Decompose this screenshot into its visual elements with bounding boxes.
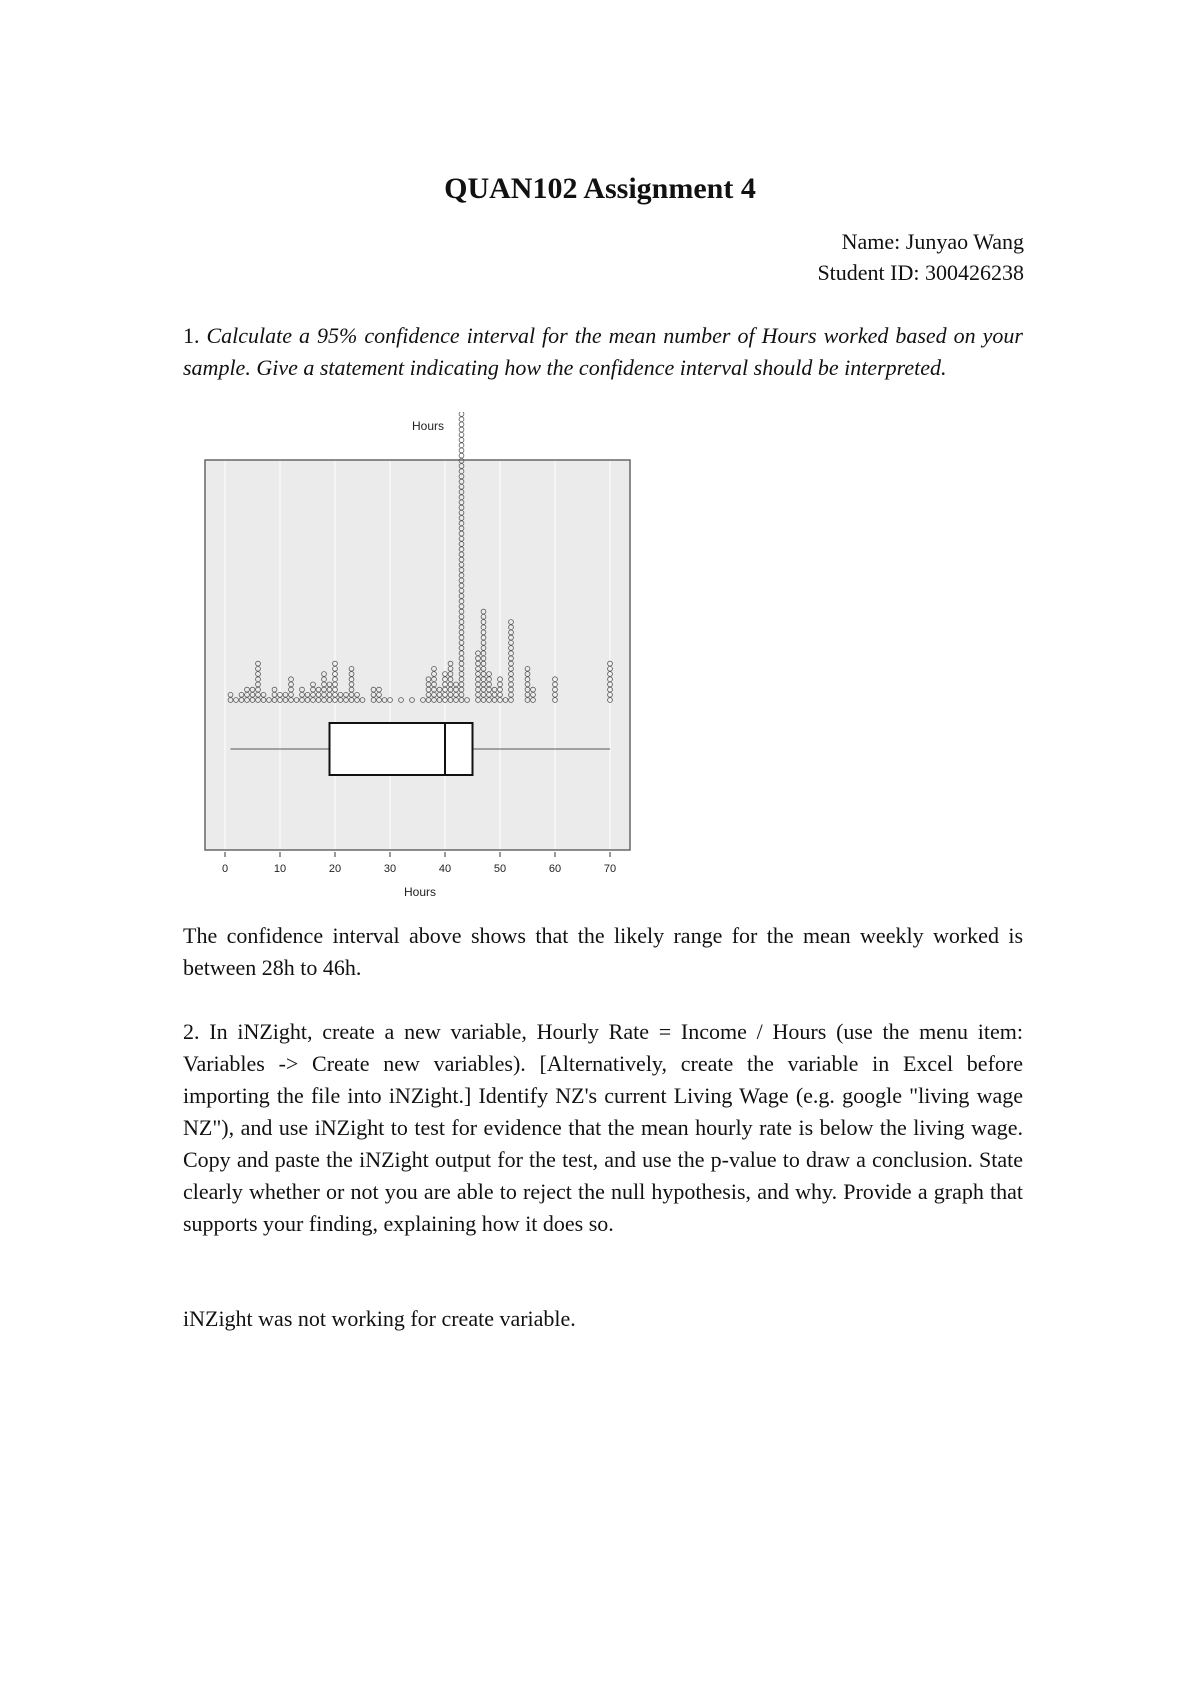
dot bbox=[459, 448, 464, 453]
dot bbox=[459, 453, 464, 458]
question-1-prompt: Calculate a 95% confidence interval for the mean number of Hours worked based on your sample. Give a statement indicating how the confidence interval should be interpreted. bbox=[183, 323, 1023, 380]
student-id: Student ID: 300426238 bbox=[817, 260, 1024, 285]
hours-chart bbox=[190, 412, 660, 912]
x-tick-label-20: 20 bbox=[328, 863, 342, 875]
dot bbox=[459, 417, 464, 422]
question-2: 2. In iNZight, create a new variable, Hourly Rate = Income / Hours (use the menu item: Variables -> Create new variables). [Alternatively, create the variable in Excel before importing the file into iNZight.] Identify NZ's current Living Wage (e.g. google "living wage NZ"), and use iNZight to test for evidence that the mean hourly rate is below the living wage. Copy and paste the iNZight output for the test, and use the p-value to draw a conclusion. State clearly whether or not you are able to reject the null hypothesis, and why. Provide a graph that supports your finding, explaining how it does so. bbox=[183, 1019, 1023, 1236]
dot bbox=[459, 432, 464, 437]
question-1-number: 1. bbox=[183, 323, 200, 348]
dot bbox=[459, 412, 464, 416]
x-tick-label-10: 10 bbox=[273, 863, 287, 875]
question-1 bbox=[183, 320, 1023, 384]
plot-area bbox=[205, 460, 630, 850]
x-tick-label-60: 60 bbox=[548, 863, 562, 875]
x-tick-label-70: 70 bbox=[603, 863, 617, 875]
x-tick-label-50: 50 bbox=[493, 863, 507, 875]
answer-2: iNZight was not working for create variable. bbox=[183, 1306, 576, 1331]
dot bbox=[459, 422, 464, 427]
x-axis bbox=[222, 852, 616, 875]
document-title: QUAN102 Assignment 4 bbox=[444, 172, 756, 205]
answer-1: The confidence interval above shows that the likely range for the mean weekly worked is between 28h to 46h. bbox=[183, 923, 1023, 980]
x-tick-label-40: 40 bbox=[438, 863, 452, 875]
iqr-box bbox=[330, 723, 473, 775]
student-name: Name: Junyao Wang bbox=[841, 229, 1024, 254]
dot bbox=[459, 438, 464, 443]
chart-title: Hours bbox=[411, 419, 445, 433]
x-axis-label: Hours bbox=[403, 885, 437, 899]
dot bbox=[459, 427, 464, 432]
x-tick-label-0: 0 bbox=[221, 863, 229, 875]
x-tick-label-30: 30 bbox=[383, 863, 397, 875]
dot bbox=[459, 443, 464, 448]
